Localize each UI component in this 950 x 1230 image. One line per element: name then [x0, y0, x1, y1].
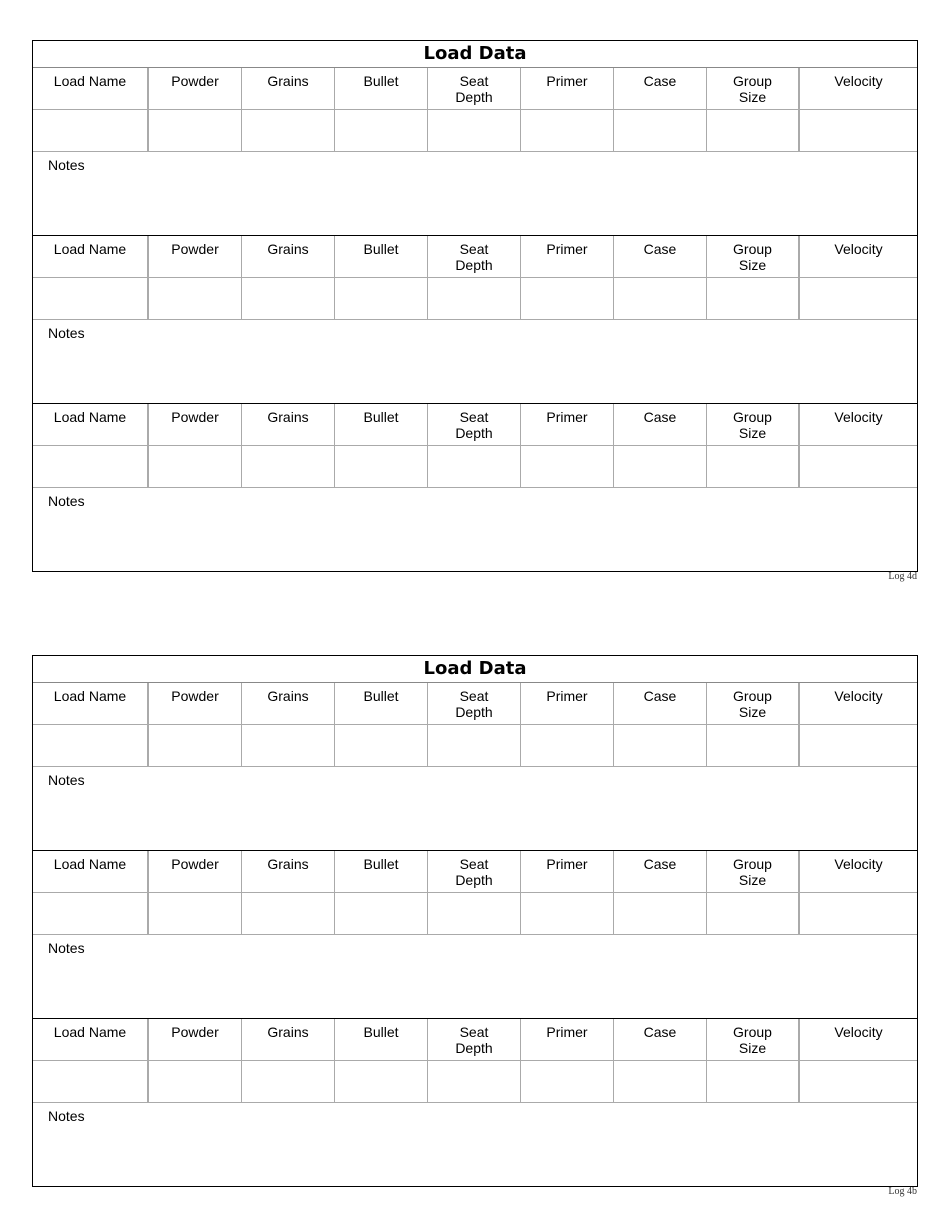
entry-row: [33, 725, 917, 767]
seat-depth-field[interactable]: [428, 1061, 521, 1102]
load-name-field[interactable]: [33, 893, 149, 934]
powder-field[interactable]: [149, 278, 242, 319]
header-case: Case: [614, 236, 707, 277]
header-group-size: Group Size: [707, 1019, 800, 1060]
seat-depth-field[interactable]: [428, 893, 521, 934]
load-name-field[interactable]: [33, 278, 149, 319]
grains-field[interactable]: [242, 1061, 335, 1102]
grains-field[interactable]: [242, 110, 335, 151]
header-case: Case: [614, 683, 707, 724]
header-group-size: Group Size: [707, 404, 800, 445]
header-row: [33, 851, 917, 893]
primer-field[interactable]: [521, 110, 614, 151]
bullet-field[interactable]: [335, 893, 428, 934]
notes-field[interactable]: [33, 488, 917, 571]
header-velocity: Velocity: [834, 409, 883, 425]
form-title: Load Data: [33, 656, 917, 683]
grains-field[interactable]: [242, 893, 335, 934]
grains-field[interactable]: [242, 278, 335, 319]
bullet-field[interactable]: [335, 1061, 428, 1102]
header-case: Case: [614, 1019, 707, 1060]
notes-field[interactable]: [33, 767, 917, 850]
seat-depth-field[interactable]: [428, 110, 521, 151]
notes-label: Notes: [48, 1108, 85, 1124]
notes-field[interactable]: [33, 320, 917, 403]
notes-field[interactable]: [33, 152, 917, 235]
load-entry-block: [33, 851, 917, 1019]
velocity-field[interactable]: [800, 446, 917, 487]
notes-label: Notes: [48, 325, 85, 341]
primer-field[interactable]: [521, 893, 614, 934]
load-entry-block: [33, 404, 917, 571]
header-grains: Grains: [242, 851, 335, 892]
header-seat-depth: Seat Depth: [428, 68, 521, 109]
group-size-field[interactable]: [707, 278, 800, 319]
header-primer: Primer: [521, 404, 614, 445]
log-tag: Log 4d: [888, 571, 917, 582]
case-field[interactable]: [614, 446, 707, 487]
header-load-name: Load Name: [33, 683, 149, 724]
header-velocity: Velocity: [834, 73, 883, 89]
primer-field[interactable]: [521, 1061, 614, 1102]
header-row: [33, 236, 917, 278]
header-primer: Primer: [521, 236, 614, 277]
header-bullet: Bullet: [335, 851, 428, 892]
primer-field[interactable]: [521, 446, 614, 487]
header-grains: Grains: [242, 404, 335, 445]
header-load-name: Load Name: [33, 68, 149, 109]
seat-depth-field[interactable]: [428, 446, 521, 487]
header-row: [33, 683, 917, 725]
group-size-field[interactable]: [707, 1061, 800, 1102]
header-case: Case: [614, 851, 707, 892]
header-load-name: Load Name: [33, 1019, 149, 1060]
group-size-field[interactable]: [707, 725, 800, 766]
header-velocity: Velocity: [834, 1024, 883, 1040]
load-name-field[interactable]: [33, 1061, 149, 1102]
powder-field[interactable]: [149, 893, 242, 934]
grains-field[interactable]: [242, 725, 335, 766]
bullet-field[interactable]: [335, 110, 428, 151]
entry-row: [33, 1061, 917, 1103]
header-seat-depth: Seat Depth: [428, 404, 521, 445]
header-velocity: Velocity: [834, 241, 883, 257]
log-tag: Log 4b: [888, 1186, 917, 1197]
header-group-size: Group Size: [707, 236, 800, 277]
header-bullet: Bullet: [335, 236, 428, 277]
header-bullet: Bullet: [335, 404, 428, 445]
header-load-name: Load Name: [33, 404, 149, 445]
group-size-field[interactable]: [707, 893, 800, 934]
header-powder: Powder: [149, 851, 242, 892]
header-seat-depth: Seat Depth: [428, 851, 521, 892]
bullet-field[interactable]: [335, 725, 428, 766]
load-entry-block: [33, 68, 917, 236]
case-field[interactable]: [614, 110, 707, 151]
header-powder: Powder: [149, 1019, 242, 1060]
header-case: Case: [614, 404, 707, 445]
header-powder: Powder: [149, 236, 242, 277]
velocity-field[interactable]: [800, 1061, 917, 1102]
header-grains: Grains: [242, 68, 335, 109]
case-field[interactable]: [614, 1061, 707, 1102]
seat-depth-field[interactable]: [428, 725, 521, 766]
load-data-form: [32, 655, 918, 1187]
bullet-field[interactable]: [335, 278, 428, 319]
header-primer: Primer: [521, 683, 614, 724]
header-seat-depth: Seat Depth: [428, 236, 521, 277]
form-title: Load Data: [33, 41, 917, 68]
velocity-field[interactable]: [800, 278, 917, 319]
load-entry-block: [33, 1019, 917, 1186]
notes-field[interactable]: [33, 935, 917, 1018]
case-field[interactable]: [614, 278, 707, 319]
header-group-size: Group Size: [707, 68, 800, 109]
entry-row: [33, 110, 917, 152]
header-velocity: Velocity: [834, 688, 883, 704]
header-row: [33, 1019, 917, 1061]
load-data-form: [32, 40, 918, 572]
load-entry-block: [33, 236, 917, 404]
header-powder: Powder: [149, 68, 242, 109]
header-row: [33, 404, 917, 446]
header-grains: Grains: [242, 1019, 335, 1060]
header-bullet: Bullet: [335, 683, 428, 724]
header-seat-depth: Seat Depth: [428, 683, 521, 724]
header-primer: Primer: [521, 851, 614, 892]
header-seat-depth: Seat Depth: [428, 1019, 521, 1060]
case-field[interactable]: [614, 893, 707, 934]
header-bullet: Bullet: [335, 1019, 428, 1060]
powder-field[interactable]: [149, 1061, 242, 1102]
header-bullet: Bullet: [335, 68, 428, 109]
header-group-size: Group Size: [707, 851, 800, 892]
group-size-field[interactable]: [707, 110, 800, 151]
powder-field[interactable]: [149, 446, 242, 487]
notes-label: Notes: [48, 157, 85, 173]
entry-row: [33, 893, 917, 935]
header-load-name: Load Name: [33, 236, 149, 277]
primer-field[interactable]: [521, 725, 614, 766]
load-entry-block: [33, 683, 917, 851]
header-case: Case: [614, 68, 707, 109]
entry-row: [33, 446, 917, 488]
powder-field[interactable]: [149, 110, 242, 151]
notes-field[interactable]: [33, 1103, 917, 1186]
powder-field[interactable]: [149, 725, 242, 766]
load-name-field[interactable]: [33, 446, 149, 487]
primer-field[interactable]: [521, 278, 614, 319]
header-powder: Powder: [149, 404, 242, 445]
notes-label: Notes: [48, 493, 85, 509]
notes-label: Notes: [48, 772, 85, 788]
header-group-size: Group Size: [707, 683, 800, 724]
entry-row: [33, 278, 917, 320]
load-name-field[interactable]: [33, 110, 149, 151]
seat-depth-field[interactable]: [428, 278, 521, 319]
load-name-field[interactable]: [33, 725, 149, 766]
header-grains: Grains: [242, 683, 335, 724]
header-primer: Primer: [521, 68, 614, 109]
grains-field[interactable]: [242, 446, 335, 487]
group-size-field[interactable]: [707, 446, 800, 487]
bullet-field[interactable]: [335, 446, 428, 487]
case-field[interactable]: [614, 725, 707, 766]
notes-label: Notes: [48, 940, 85, 956]
header-load-name: Load Name: [33, 851, 149, 892]
velocity-field[interactable]: [800, 893, 917, 934]
header-powder: Powder: [149, 683, 242, 724]
header-grains: Grains: [242, 236, 335, 277]
header-row: [33, 68, 917, 110]
header-primer: Primer: [521, 1019, 614, 1060]
header-velocity: Velocity: [834, 856, 883, 872]
velocity-field[interactable]: [800, 110, 917, 151]
velocity-field[interactable]: [800, 725, 917, 766]
